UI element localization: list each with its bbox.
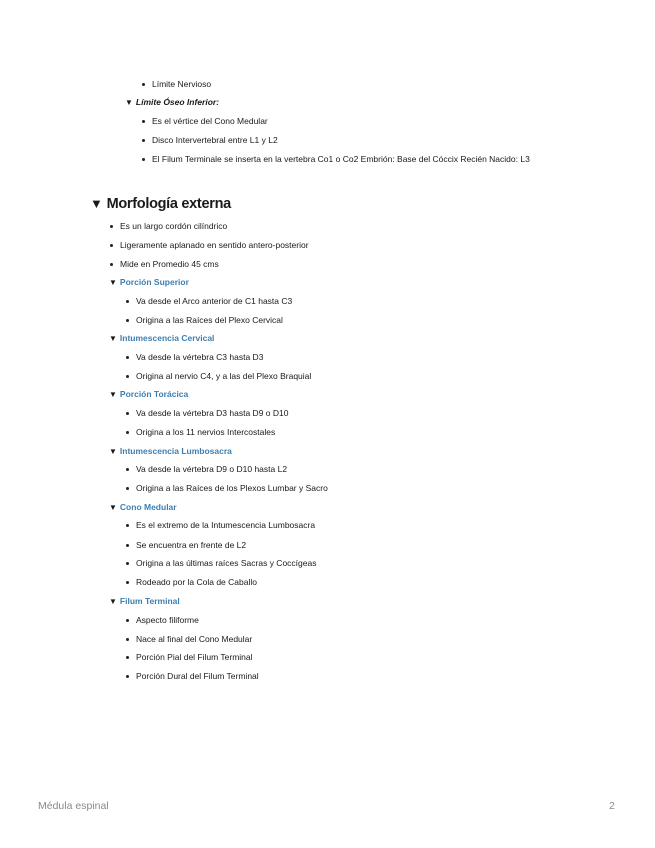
list-item: Va desde el Arco anterior de C1 hasta C3 — [136, 296, 293, 306]
list-item: El Filum Terminale se inserta en la vertebra Co1 o Co2 Embrión: Base del Cóccix Recién Nacido: L3 — [152, 154, 530, 164]
list-item: Mide en Promedio 45 cms — [120, 259, 219, 269]
list-item: Se encuentra en frente de L2 — [136, 540, 247, 550]
toggle-label: Intumescencia Cervical — [119, 333, 215, 343]
triangle-down-icon: ▼ — [90, 196, 103, 211]
list-item: Es un largo cordón cilíndrico — [120, 221, 228, 231]
toggle-filum-terminal[interactable] — [109, 596, 180, 606]
toggle-limite-oseo-inferior[interactable] — [125, 97, 219, 107]
toggle-intumescencia-cervical[interactable] — [109, 333, 214, 343]
list-item: Nace al final del Cono Medular — [136, 634, 253, 644]
footer-page-number: 2 — [609, 800, 615, 812]
toggle-cono-medular[interactable] — [109, 502, 177, 512]
toggle-label: Intumescencia Lumbosacra — [119, 446, 232, 456]
list-item: Porción Dural del Filum Terminal — [136, 671, 259, 681]
list-item: Va desde la vértebra D9 o D10 hasta L2 — [136, 464, 288, 474]
triangle-down-icon: ▼ — [125, 98, 133, 107]
toggle-porcion-toracica[interactable] — [109, 389, 188, 399]
list-item: Origina a las Raíces del Plexo Cervical — [136, 315, 283, 325]
triangle-down-icon: ▼ — [109, 503, 117, 512]
list-item: Origina a las Raíces de los Plexos Lumbar y Sacro — [136, 483, 328, 493]
list-item: Rodeado por la Cola de Caballo — [136, 577, 257, 587]
toggle-label: Filum Terminal — [119, 596, 180, 606]
toggle-label: Porción Superior — [119, 277, 189, 287]
list-item: Aspecto filiforme — [136, 615, 199, 625]
list-item: Porción Pial del Filum Terminal — [136, 652, 253, 662]
list-item: Origina a los 11 nervios Intercostales — [136, 427, 276, 437]
list-item: Va desde la vértebra C3 hasta D3 — [136, 352, 264, 362]
toggle-porcion-superior[interactable] — [109, 277, 189, 287]
list-item: Límite Nervioso — [152, 79, 212, 89]
list-item: Origina al nervio C4, y a las del Plexo Braquial — [136, 371, 312, 381]
toggle-label: Límite Óseo Inferior: — [135, 97, 220, 107]
triangle-down-icon: ▼ — [109, 447, 117, 456]
triangle-down-icon: ▼ — [109, 278, 117, 287]
triangle-down-icon: ▼ — [109, 597, 117, 606]
triangle-down-icon: ▼ — [109, 390, 117, 399]
list-item: Es el extremo de la Intumescencia Lumbosacra — [136, 520, 316, 530]
section-heading[interactable] — [90, 196, 231, 212]
footer-doc-title: Médula espinal — [38, 800, 109, 812]
toggle-label: Cono Medular — [119, 502, 177, 512]
list-item: Ligeramente aplanado en sentido antero-posterior — [120, 240, 309, 250]
list-item: Disco Intervertebral entre L1 y L2 — [152, 135, 278, 145]
section-heading-label: Morfología externa — [106, 196, 231, 212]
list-item: Va desde la vértebra D3 hasta D9 o D10 — [136, 408, 289, 418]
list-item: Es el vértice del Cono Medular — [152, 116, 268, 126]
triangle-down-icon: ▼ — [109, 334, 117, 343]
toggle-label: Porción Torácica — [119, 389, 189, 399]
list-item: Origina a las últimas raíces Sacras y Coccígeas — [136, 558, 317, 568]
toggle-intumescencia-lumbosacra[interactable] — [109, 446, 232, 456]
